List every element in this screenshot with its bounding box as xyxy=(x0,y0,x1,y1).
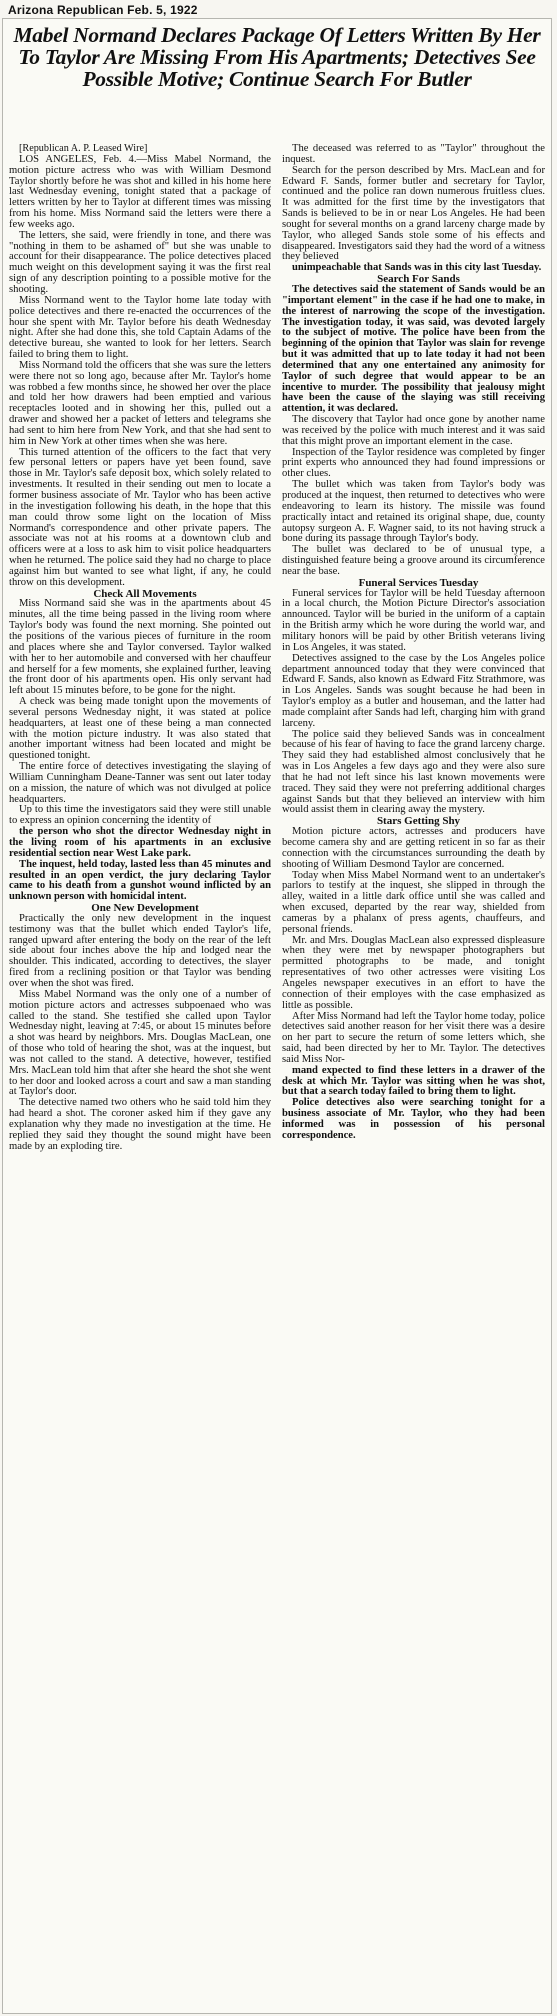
subheading: Funeral Services Tuesday xyxy=(358,576,479,589)
paragraph: The deceased was referred to as "Taylor" throughout the inquest. xyxy=(282,144,545,165)
bold-paragraph: mand expected to find these letters in a drawer of the desk at which Mr. Taylor was sitting when he was shot, but that a search today failed to bring them to light. xyxy=(282,1064,545,1098)
article-headline: Mabel Normand Declares Package Of Letters Written By Her To Taylor Are Missing From His Apartments; Detectives See Possible Motive; Continue Search For Butler xyxy=(13,23,541,91)
paragraph: The detective named two others who he said told him they had heard a shot. The coroner asked him if they gave any explanation why they made no investigation at the time. He replied they said they thought the sound might have been made by an exploding tire. xyxy=(9,1097,271,1152)
paragraph: Up to this time the investigators said they were still unable to express an opinion concerning the identity of xyxy=(9,804,271,827)
paragraph: LOS ANGELES, Feb. 4.—Miss Mabel Normand, the motion picture actress who was with William Desmond Taylor shortly before he was shot and killed in his home here last Wednesday evening, tonight stated that a package of letters written by her to Taylor at different times was missing from his home. Miss Normand said the letters were there a few weeks ago. xyxy=(9,153,271,230)
paragraph: Mr. and Mrs. Douglas MacLean also expressed displeasure when they were met by newspaper photographers but permitted photographs to be made, and tonight representatives of two other actresses were visiting Los Angeles newspaper executives in an effort to have the connection of their employes with the case emphasized as little as possible. xyxy=(282,934,545,1011)
paragraph: Practically the only new development in the inquest testimony was that the bullet which ended Taylor's life, ranged upward after entering the body on the rear of the left side about four inches above the hip and lodged near the shoulder. This indicated, according to detectives, the slayer fired from a reclining position or that Taylor was bending over when the shot was fired. xyxy=(9,912,271,989)
paragraph: Funeral services for Taylor will be held Tuesday afternoon in a local church, the Motion Picture Director's association announced. Taylor will be buried in the uniform of a captain in the British army which he wore during the world war, and military honors will be paid by other British veterans living in Los Angeles, it was stated. xyxy=(282,587,545,653)
paragraph: Miss Mabel Normand was the only one of a number of motion picture actors and actresses subpoenaed who was called to the stand. She testified she called upon Taylor Wednesday night, leaving at 7:45, or about 15 minutes before a shot was heard by neighbors. Mrs. Douglas MacLean, one of those who told of hearing the shot, was at the inquest, but was not called to the stand. A detective, however, testified Mrs. MacLean told him that after she heard the shot she went to her door and looked across a court and saw a man standing at Taylor's door. xyxy=(9,988,271,1098)
newspaper-source-line: Arizona Republican Feb. 5, 1922 xyxy=(8,3,198,17)
bold-paragraph: unimpeachable that Sands was in this city last Tuesday. xyxy=(292,262,542,274)
bold-paragraph: Police detectives also were searching tonight for a business associate of Mr. Taylor, who they had been informed was in possession of his personal correspondence. xyxy=(282,1097,545,1141)
article-column-right xyxy=(282,144,545,2010)
paragraph: Miss Normand told the officers that she was sure the letters were there not so long ago, because after Mr. Taylor's home was robbed a few months since, he showed her over the place and told her how drawers had been emptied and various receptacles looted and in showing her this, pulled out a drawer and showed her a packet of letters and telegrams she had sent to him here from New York, and that she had sent to him in New York at other times when she was here. xyxy=(9,359,271,447)
paragraph: Miss Normand said she was in the apartments about 45 minutes, all the time being passed in the living room where Taylor's body was found the next morning. She pointed out the positions of the various pieces of furniture in the room and places where she and Taylor conversed. Taylor walked with her to her automobile and conversed with her chauffeur and herself for a few moments, she explained further, leaving the front door of his apartments open. His only servant had left about 15 minutes before, to be gone for the night. xyxy=(9,598,271,697)
paragraph: A check was being made tonight upon the movements of several persons Wednesday night, it was stated at police headquarters, at least one of these being a man connected with the motion picture industry. It was also stated that another important witness had been located and might be questioned tonight. xyxy=(9,696,271,762)
paragraph: The police said they believed Sands was in concealment because of his fear of having to face the grand larceny charge. They said they had established almost conclusively that he was in Los Angeles a few days ago and they were also sure that he had not left since his last known movements were traced. They said they were not preferring additional charges against Sands but that they believed an interview with him would assist them in clearing away the mystery. xyxy=(282,728,545,816)
paragraph: Inspection of the Taylor residence was completed by finger print experts who announced they had found impressions or other clues. xyxy=(282,446,545,480)
article-body xyxy=(9,144,545,2010)
subheading: Search For Sands xyxy=(377,273,460,286)
paragraph: After Miss Normand had left the Taylor home today, police detectives said another reason for her visit there was a desire on her part to secure the return of some letters which, she said, had been directed by her to Mr. Taylor. The detectives said Miss Nor- xyxy=(282,1010,545,1065)
article-column-left xyxy=(9,144,271,2010)
paragraph: Detectives assigned to the case by the Los Angeles police department announced today that they were convinced that Edward F. Sands, also known as Edward Fitz Strathmore, was in Los Angeles. Sands was sought because he had been in Taylor's employ as a butler and houseman, and the latter had made complaint after Sands had left, charging him with grand larceny. xyxy=(282,652,545,729)
paragraph: The bullet was declared to be of unusual type, a distinguished feature being a groove around its circumference near the base. xyxy=(282,544,545,577)
paragraph: This turned attention of the officers to the fact that very few personal letters or papers have yet been found, save those in Mr. Taylor's safe deposit box, which solely related to investments. It resulted in their sending out men to locate a former business associate of Mr. Taylor who has been active in the investigation following his death, in the hope that this man could throw some light on the location of Miss Normand's correspondence and other private papers. The associate was not at his rooms at a downtown club and officers were at a loss to ask him to visit police headquarters when he returned. The police said they had no charge to place against him but wanted to see what light, if any, he could throw on this development. xyxy=(9,446,271,588)
subheading: Stars Getting Shy xyxy=(376,815,461,828)
paragraph: Search for the person described by Mrs. MacLean and for Edward F. Sands, former butler and secretary for Taylor, continued and the police ran down numerous fruitless clues. It was admitted for the first time by the investigators that Sands is believed to be in or near Los Angeles. He had been sought for several months on a grand larceny charge made by Taylor, who alleged Sands stole some of his effects and disappeared. Investigators said they had the word of a witness they believed xyxy=(282,164,545,263)
paragraph: The bullet which was taken from Taylor's body was produced at the inquest, then returned to detectives who were endeavoring to learn its history. The missile was found practically intact and retained its original shape, due, county autopsy surgeon A. F. Wagner said, to its not having struck a bone during its passage through Taylor's body. xyxy=(282,479,545,545)
bold-paragraph: The inquest, held today, lasted less than 45 minutes and resulted in an open verdict, the jury declaring Taylor came to his death from a gunshot wound inflicted by an unknown person with homicidal intent. xyxy=(9,858,271,903)
paragraph: The entire force of detectives investigating the slaying of William Cunningham Deane-Tanner was sent out later today on a mission, the nature of which was not divulged at police headquarters. xyxy=(9,761,271,805)
dateline: [Republican A. P. Leased Wire] xyxy=(19,144,148,154)
newspaper-clipping xyxy=(2,18,552,2014)
paragraph: The discovery that Taylor had once gone by another name was received by the police with much interest and it was said that this might prove an important element in the case. xyxy=(282,414,545,447)
bold-paragraph: The detectives said the statement of Sands would be an "important element" in the case if he had one to make, in the interest of narrowing the scope of the investigation. The investigation today, it was said, was devoted largely to the subject of motive. The police have been from the beginning of the opinion that Taylor was slain for revenge but it was admitted that up to late today it had not been determined that any one entertained any animosity for Taylor of such degree that would appear to be an incentive to murder. The possibility that jealousy might have been the cause of the slaying was still receiving attention, it was declared. xyxy=(282,283,545,415)
subheading: Check All Movements xyxy=(93,587,197,600)
paragraph: Today when Miss Mabel Normand went to an undertaker's parlors to testify at the inquest, she slipped in through the alley, waited in a little dark office until she was called and when excused, departed by the rear way, shielded from cameras by a phalanx of press agents, chauffeurs, and personal friends. xyxy=(282,869,545,935)
paragraph: The letters, she said, were friendly in tone, and there was "nothing in them to be ashamed of" but she was unable to account for their disappearance. The police detectives placed much weight on this development saying it was the first real sign of any description pointing to a possible motive for the shooting. xyxy=(9,229,271,295)
paragraph: Motion picture actors, actresses and producers have become camera shy and are getting reticent in so far as their connection with the circumstances surrounding the death by shooting of William Desmond Taylor are concerned. xyxy=(282,826,545,870)
paragraph: Miss Normand went to the Taylor home late today with police detectives and there re-enacted the occurrences of the hour she spent with Mr. Taylor before his death Wednesday night. After she had done this, she told Captain Adams of the detective bureau, she wanted to look for her letters. Search failed to bring them to light. xyxy=(9,294,271,361)
bold-paragraph: the person who shot the director Wednesday night in the living room of his apartments in an exclusive residential section near West Lake park. xyxy=(9,826,271,859)
subheading: One New Development xyxy=(91,902,199,915)
